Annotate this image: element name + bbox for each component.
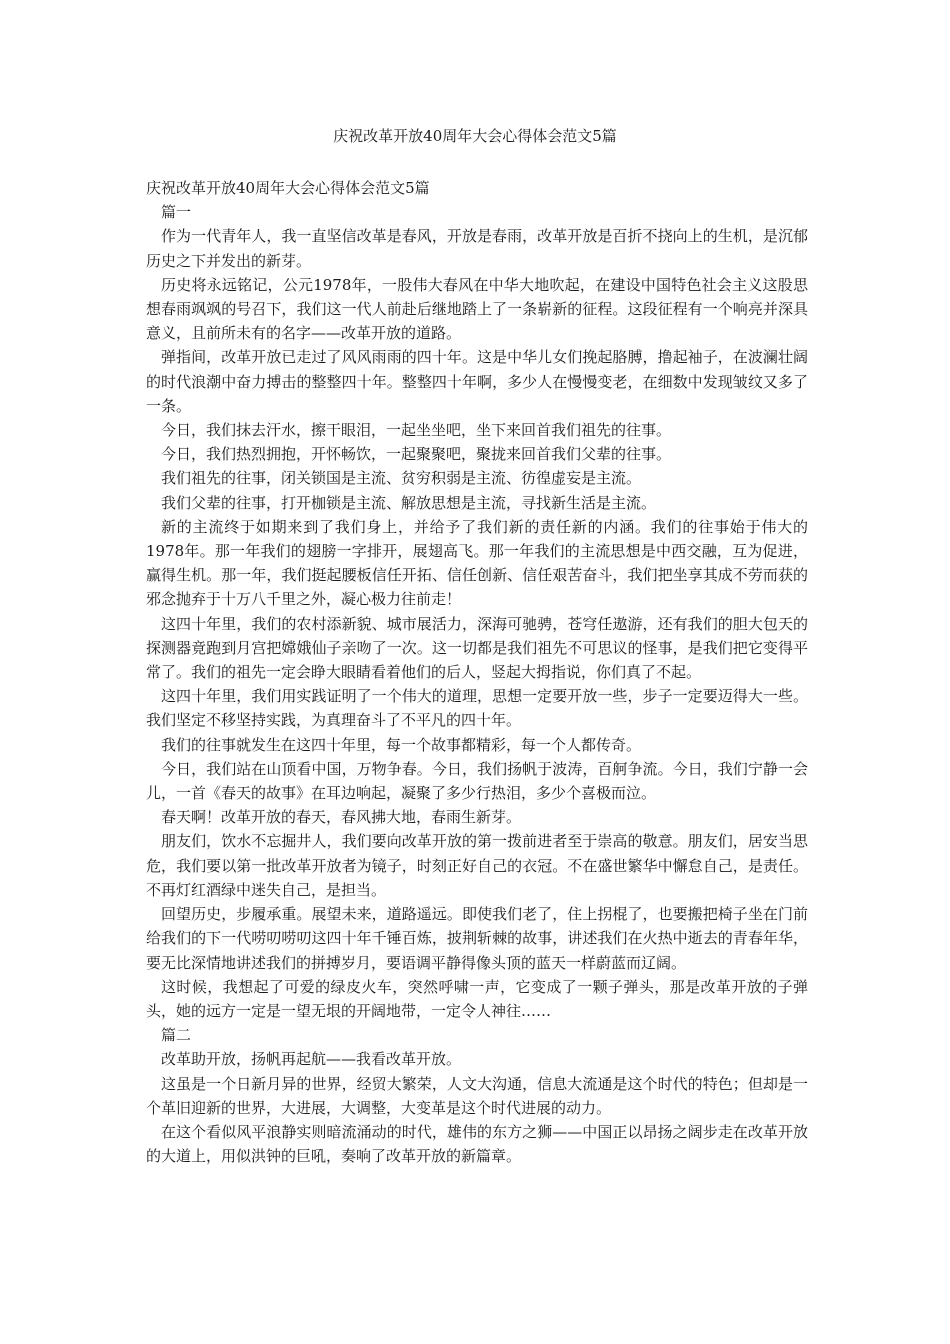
paragraph: 新的主流终于如期来到了我们身上，并给予了我们新的责任新的内涵。我们的往事始于伟大的1978年。那一年我们的翅膀一字排开，展翅高飞。那一年我们的主流思想是中西交融，互为促进，赢得生机。那一年，我们挺起腰板信任开拓、信任创新、信任艰苦奋斗，我们把坐享其成不劳而获的邪念抛弃于十万八千里之外，凝心极力往前走！: [146, 517, 808, 609]
paragraph: 这四十年里，我们的农村添新貌、城市展活力，深海可驰骋，苍穹任遨游，还有我们的胆大包天的探测器竟跑到月宫把嫦娥仙子亲吻了一次。这一切都是我们祖先不可思议的怪事，是我们把它变得平常了。我们的祖先一定会睁大眼睛看着他们的后人，竖起大拇指说，你们真了不起。: [146, 614, 808, 682]
paragraph: 我们祖先的往事，闭关锁国是主流、贫穷积弱是主流、彷徨虚妄是主流。: [161, 469, 642, 488]
section-heading: 篇二: [161, 1026, 192, 1045]
paragraph: 我们父辈的往事，打开枷锁是主流、解放思想是主流，寻找新生活是主流。: [161, 493, 657, 512]
paragraph: 作为一代青年人，我一直坚信改革是春风，开放是春雨，改革开放是百折不挠向上的生机，是沉郁历史之下并发出的新芽。: [146, 227, 808, 270]
paragraph: 我们的往事就发生在这四十年里，每一个故事都精彩，每一个人都传奇。: [161, 735, 642, 754]
paragraph: 这时候，我想起了可爱的绿皮火车，突然呼啸一声，它变成了一颗子弹头，那是改革开放的子弹头，她的远方一定是一望无垠的开阔地带，一定令人神往……: [146, 977, 808, 1020]
document-title: 庆祝改革开放40周年大会心得体会范文5篇: [333, 127, 617, 145]
paragraph: 朋友们，饮水不忘掘井人，我们要向改革开放的第一拨前进者至于崇高的敬意。朋友们，居安当思危，我们要以第一批改革开放者为镜子，时刻正好自己的衣冠。不在盛世繁华中懈怠自己，是责任。不再灯红酒绿中迷失自己，是担当。: [146, 832, 808, 899]
paragraph: 这四十年里，我们用实践证明了一个伟大的道理，思想一定要开放一些，步子一定要迈得大一些。我们坚定不移坚持实践，为真理奋斗了不平凡的四十年。: [146, 687, 808, 730]
paragraph: 弹指间，改革开放已走过了风风雨雨的四十年。这是中华儿女们挽起胳膊，撸起袖子，在波澜壮阔的时代浪潮中奋力搏击的整整四十年。整整四十年啊，多少人在慢慢变老，在细数中发现皱纹又多了一条。: [146, 348, 808, 415]
paragraph: 今日，我们站在山顶看中国，万物争春。今日，我们扬帆于波涛，百舸争流。今日，我们宁静一会儿，一首《春天的故事》在耳边响起，凝聚了多少行热泪，多少个喜极而泣。: [146, 759, 808, 803]
paragraph: 历史将永远铭记，公元1978年，一股伟大春风在中华大地吹起，在建设中国特色社会主义这股思想春雨飒飒的号召下，我们这一代人前赴后继地踏上了一条崭新的征程。这段征程有一个响亮并深具意义，且前所未有的名字——改革开放的道路。: [146, 275, 808, 343]
paragraph: 改革助开放，扬帆再起航——我看改革开放。: [161, 1050, 462, 1069]
paragraph: 春天啊！改革开放的春天，春风拂大地，春雨生新芽。: [161, 808, 522, 827]
paragraph: 这虽是一个日新月异的世界，经贸大繁荣，人文大沟通，信息大流通是这个时代的特色；但却是一个革旧迎新的世界，大进展，大调整，大变革是这个时代进展的动力。: [146, 1074, 808, 1117]
paragraph: 在这个看似风平浪静实则暗流涌动的时代，雄伟的东方之狮——中国正以昂扬之阔步走在改革开放的大道上，用似洪钟的巨吼，奏响了改革开放的新篇章。: [146, 1122, 808, 1166]
section-heading: 篇一: [161, 203, 192, 222]
document-subtitle: 庆祝改革开放40周年大会心得体会范文5篇: [146, 179, 430, 197]
document-body: [146, 176, 808, 1168]
paragraph: 今日，我们抹去汗水，擦干眼泪，一起坐坐吧，坐下来回首我们祖先的往事。: [161, 421, 672, 440]
paragraph: 回望历史，步履承重。展望未来，道路遥远。即使我们老了，住上拐棍了，也要搬把椅子坐在门前给我们的下一代唠叨唠叨这四十年千锤百炼，披荆斩棘的故事，讲述我们在火热中逝去的青春年华，要无比深情地讲述我们的拼搏岁月，要语调平静得像头顶的蓝天一样蔚蓝而辽阔。: [146, 905, 808, 972]
paragraph: 今日，我们热烈拥抱，开怀畅饮，一起聚聚吧，聚拢来回首我们父辈的往事。: [161, 445, 672, 464]
